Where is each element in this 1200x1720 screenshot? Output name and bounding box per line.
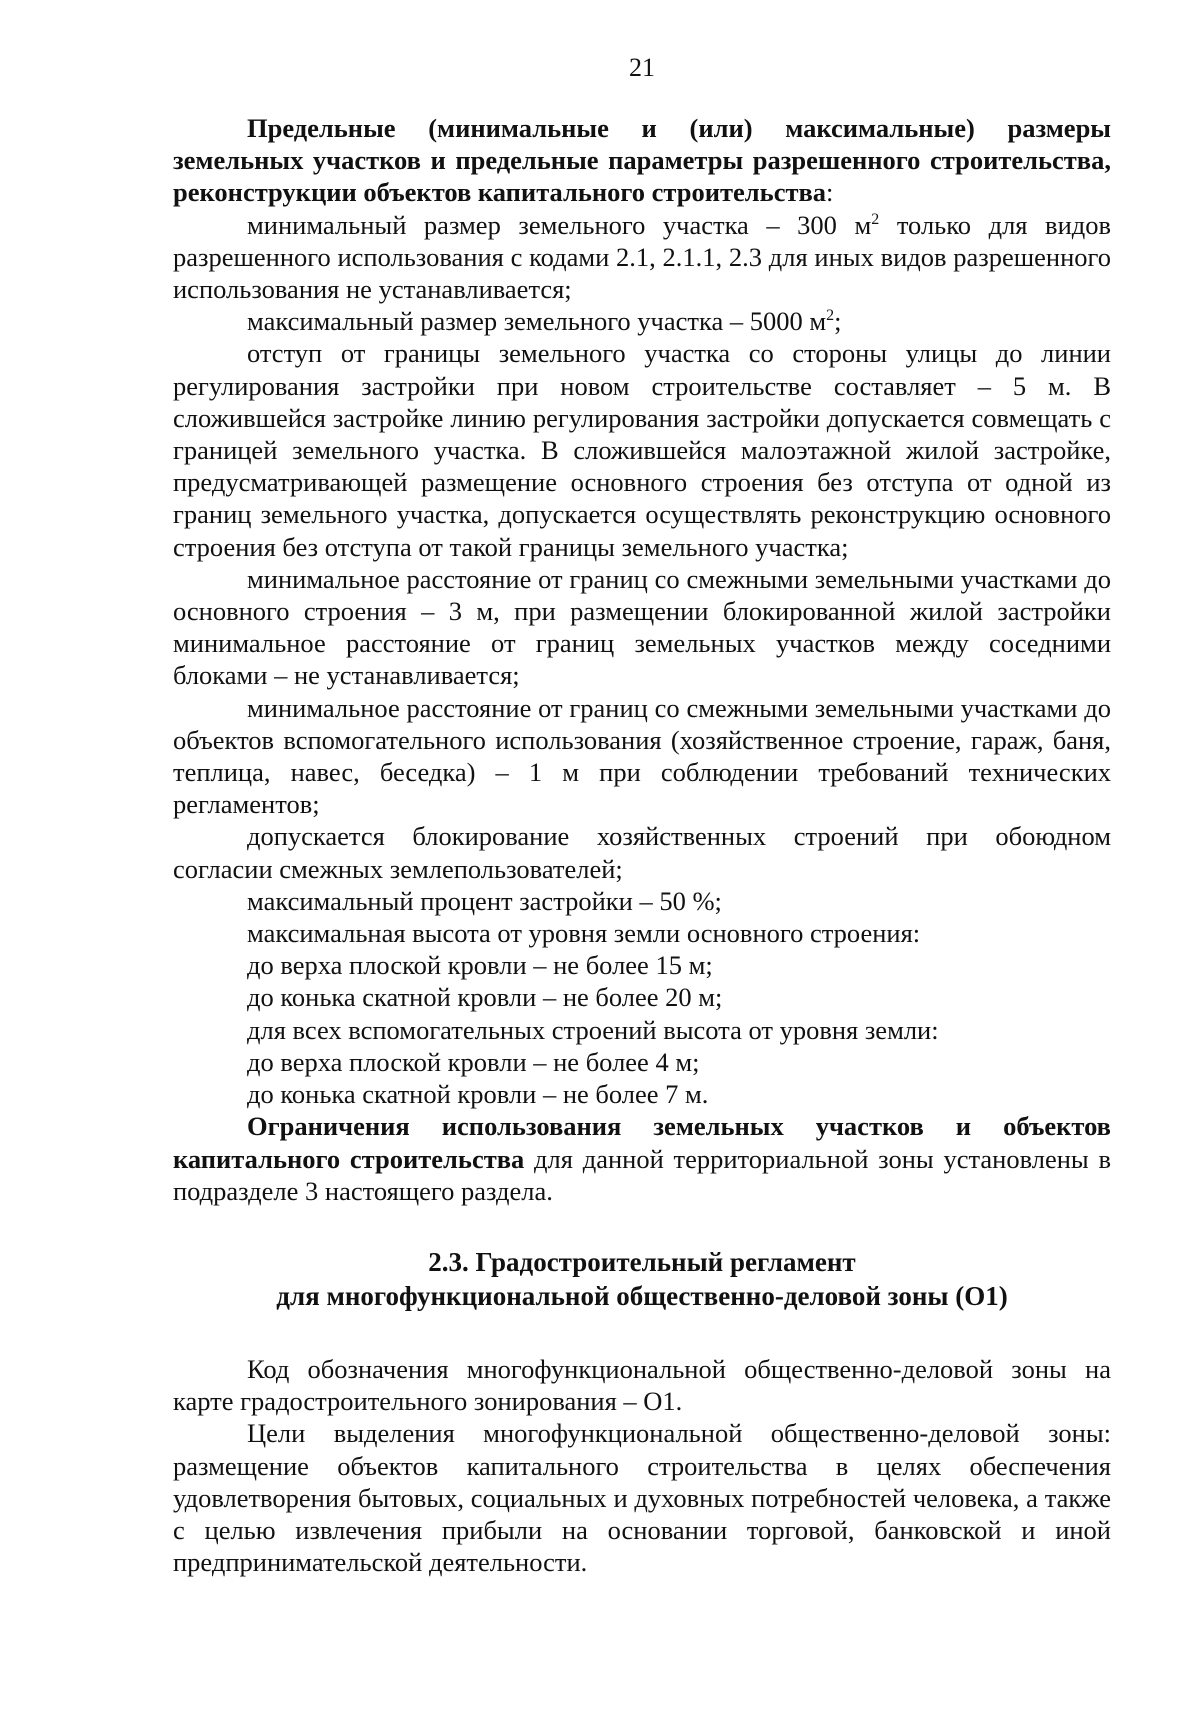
setback-paragraph: отступ от границы земельного участка со стороны улицы до линии регулирования застройки при новом строительстве составляет – 5 м. В сложившейся застройке линию регулирования застройки допускается совмещать с границей земельного участка. В сложившейся малоэтажной жилой застройке, предусматривающей размещение основного строения без отступа от одной из границ земельного участка, допускается осуществлять реконструкцию основного строения без отступа от такой границы земельного участка;	[173, 338, 1111, 562]
zone-goals-paragraph: Цели выделения многофункциональной общественно-деловой зоны: размещение объектов капитального строительства в целях обеспечения удовлетворения бытовых, социальных и духовных потребностей человека, а также с целью извлечения прибыли на основании торговой, банковской и иной предпринимательской деятельности.	[173, 1418, 1111, 1578]
spacer	[173, 1207, 1111, 1245]
section-heading-line-2: для многофункциональной общественно-деловой зоны (О1)	[276, 1280, 1008, 1311]
restrictions-bold: Ограничения использования земельных участков и объектов капитального строительства	[173, 1111, 1111, 1174]
limits-intro-bold: Предельные (минимальные и (или) максимальные) размеры земельных участков и предельные параметры разрешенного строительства, реконструкции объектов капитального строительства	[173, 113, 1111, 208]
document-body	[173, 112, 1111, 1578]
flat-roof-aux-paragraph: до верха плоской кровли – не более 4 м;	[247, 1046, 700, 1077]
restrictions-rest: для данной территориальной зоны установлены в подразделе 3 настоящего раздела.	[173, 1143, 1111, 1206]
spacer	[173, 1313, 1111, 1353]
limits-intro-colon: :	[826, 177, 834, 208]
min-distance-main-paragraph: минимальное расстояние от границ со смежными земельными участками до основного строения – 3 м, при размещении блокированной жилой застройки минимальное расстояние от границ земельных участков между соседними блоками – не устанавливается;	[173, 563, 1111, 691]
limits-intro-paragraph	[173, 112, 1111, 209]
max-plot-size-text-end: ;	[834, 306, 842, 337]
min-plot-size-paragraph	[173, 209, 1111, 306]
max-plot-size-paragraph	[173, 305, 1111, 337]
blocking-paragraph: допускается блокирование хозяйственных строений при обоюдном согласии смежных землепользователей;	[173, 821, 1111, 884]
max-plot-size-text: максимальный размер земельного участка – 5000 м	[247, 306, 827, 337]
max-height-main-paragraph: максимальная высота от уровня земли основного строения:	[247, 918, 921, 949]
pitched-roof-aux-paragraph: до конька скатной кровли – не более 7 м.	[247, 1079, 709, 1110]
zone-code-paragraph: Код обозначения многофункциональной общественно-деловой зоны на карте градостроительного зонирования – О1.	[173, 1353, 1111, 1417]
min-distance-aux-paragraph: минимальное расстояние от границ со смежными земельными участками до объектов вспомогательного использования (хозяйственное строение, гараж, баня, теплица, навес, беседка) – 1 м при соблюдении требований технических регламентов;	[173, 692, 1111, 820]
min-plot-size-text-end: только для видов разрешенного использования с кодами 2.1, 2.1.1, 2.3 для иных видов разрешенного использования не устанавливается;	[173, 209, 1111, 305]
square-superscript: 2	[826, 307, 835, 325]
max-coverage-paragraph: максимальный процент застройки – 50 %;	[247, 885, 722, 916]
min-plot-size-text: минимальный размер земельного участка – 300 м	[247, 209, 872, 240]
page-number: 21	[629, 53, 655, 82]
square-superscript: 2	[871, 210, 880, 228]
restrictions-paragraph	[173, 1110, 1111, 1207]
section-heading-line-1: 2.3. Градостроительный регламент	[428, 1246, 856, 1277]
section-heading	[173, 1245, 1111, 1313]
flat-roof-main-paragraph: до верха плоской кровли – не более 15 м;	[247, 950, 713, 981]
pitched-roof-main-paragraph: до конька скатной кровли – не более 20 м;	[247, 982, 723, 1013]
aux-height-paragraph: для всех вспомогательных строений высота от уровня земли:	[247, 1014, 939, 1045]
